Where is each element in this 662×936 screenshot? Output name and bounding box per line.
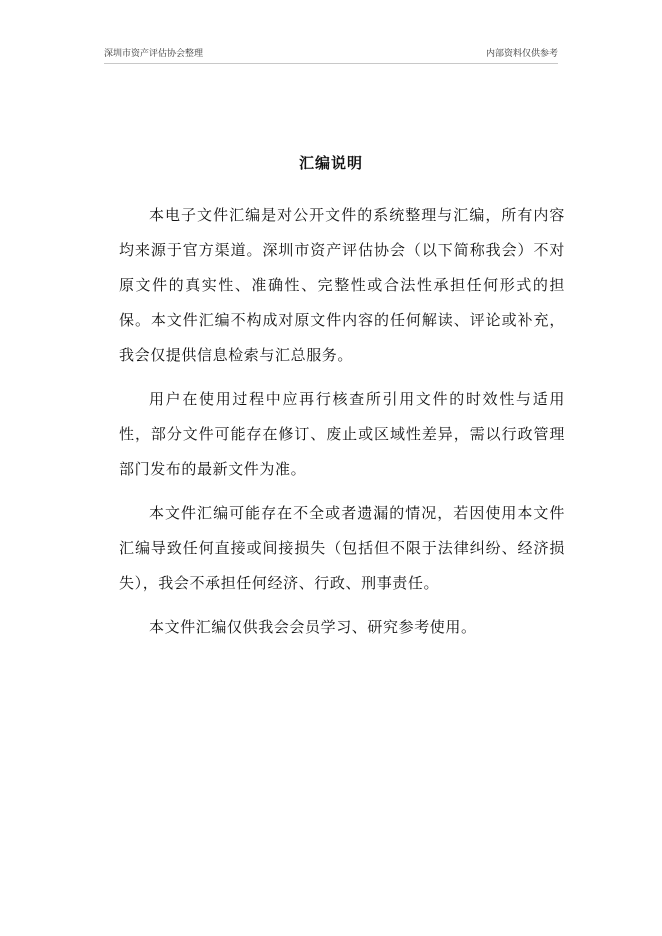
paragraph-liability: 本文件汇编可能存在不全或者遗漏的情况，若因使用本文件汇编导致任何直接或间接损失（包括但不限于法律纠纷、经济损失），我会不承担任何经济、行政、刑事责任。 xyxy=(119,504,565,592)
page-header xyxy=(104,46,558,62)
paragraph-disclaimer: 本电子文件汇编是对公开文件的系统整理与汇编，所有内容均来源于官方渠道。深圳市资产评估协会（以下简称我会）不对原文件的真实性、准确性、完整性或合法性承担任何形式的担保。本文件汇编不构成对原文件内容的任何解读、评论或补充，我会仅提供信息检索与汇总服务。 xyxy=(119,206,565,364)
header-organization: 深圳市资产评估协会整理 xyxy=(104,49,204,59)
paragraph-verification: 用户在使用过程中应再行核查所引用文件的时效性与适用性，部分文件可能存在修订、废止或区域性差异，需以行政管理部门发布的最新文件为准。 xyxy=(119,390,565,478)
document-body xyxy=(119,198,565,654)
page-title: 汇编说明 xyxy=(298,154,363,172)
paragraph-usage: 本文件汇编仅供我会会员学习、研究参考使用。 xyxy=(149,618,477,636)
header-notice: 内部资料仅供参考 xyxy=(485,49,558,59)
header-divider xyxy=(104,63,558,64)
